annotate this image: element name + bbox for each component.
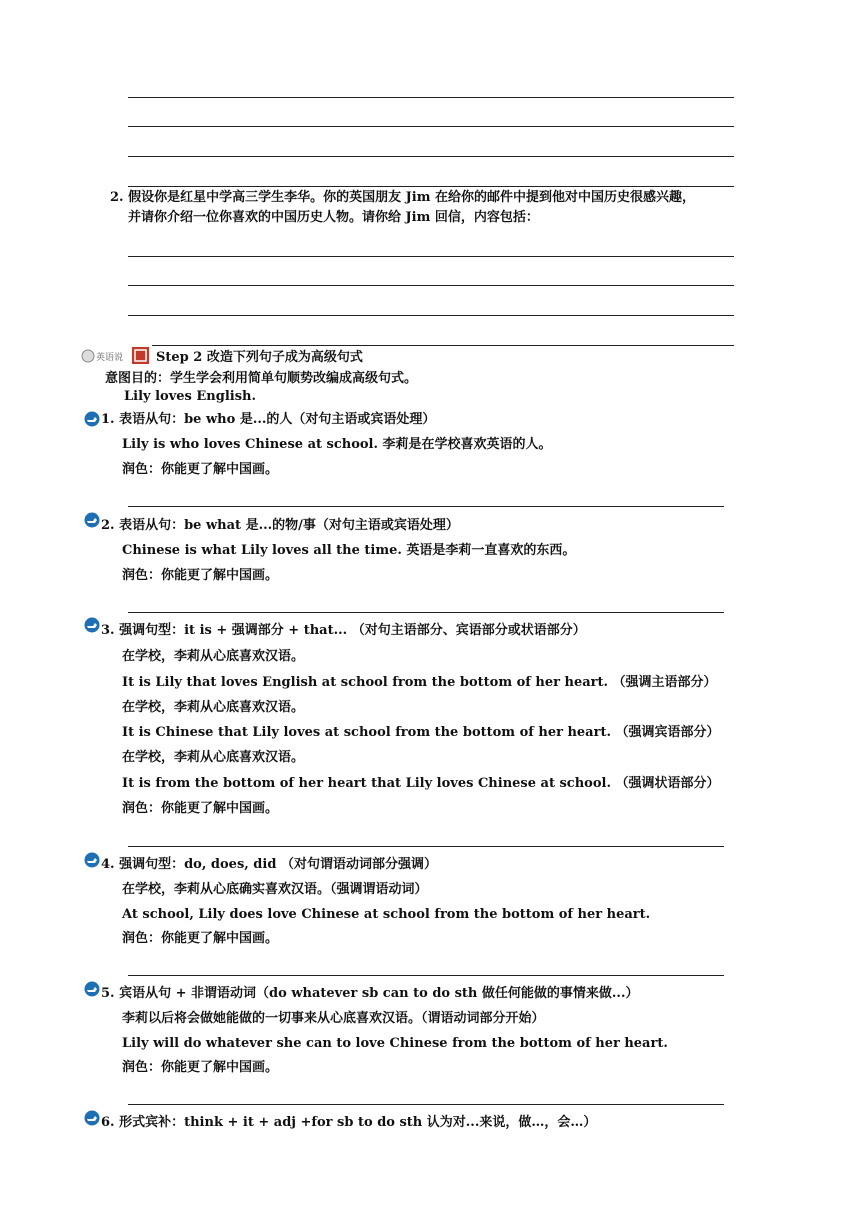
answer-line [128,256,734,257]
answer-line [128,186,734,187]
answer-line [128,1104,724,1105]
item-heading: 2. 表语从句：be what 是...的物/事（对句主语或宾语处理） [101,518,459,533]
item-line: 润色：你能更了解中国画。 [122,568,279,583]
item-line: 在学校，李莉从心底确实喜欢汉语。（强调谓语动词） [122,882,428,897]
english-talk-logo-icon [80,345,152,367]
item-heading: 4. 强调句型：do, does, did （对句谓语动词部分强调） [101,857,437,872]
item-line: 在学校，李莉从心底喜欢汉语。 [122,649,305,664]
answer-line [128,126,734,127]
item-line: It is Chinese that Lily loves at school from the bottom of her heart. （强调宾语部分） [122,725,720,740]
item-line: Chinese is what Lily loves all the time. 英语是李莉一直喜欢的东西。 [122,543,576,558]
answer-line [128,975,724,976]
answer-line [128,156,734,157]
answer-line [128,97,734,98]
item-line: 李莉以后将会做她能做的一切事来从心底喜欢汉语。（谓语动词部分开始） [122,1011,545,1026]
task2-text-line2: 并请你介绍一位你喜欢的中国历史人物。请你给 Jim 回信，内容包括： [128,210,539,225]
item-heading: 1. 表语从句：be who 是...的人（对句主语或宾语处理） [101,412,436,427]
answer-line [128,612,724,613]
item-line: At school, Lily does love Chinese at school from the bottom of her heart. [122,907,651,922]
answer-line [128,506,724,507]
item-line: 在学校，李莉从心底喜欢汉语。 [122,700,305,715]
pointing-hand-icon [84,1110,100,1126]
svg-text:英语说: 英语说 [96,353,124,363]
answer-line [128,846,724,847]
pointing-hand-icon [84,852,100,868]
item-line: 在学校，李莉从心底喜欢汉语。 [122,750,305,765]
item-line: Lily will do whatever she can to love Chinese from the bottom of her heart. [122,1036,668,1051]
item-heading: 3. 强调句型：it is + 强调部分 + that... （对句主语部分、宾语部分或状语部分） [101,623,586,638]
step2-title: Step 2 改造下列句子成为高级句式 [156,350,363,365]
pointing-hand-icon [84,411,100,427]
task2-text-line1: 2. 假设你是红星中学高三学生李华。你的英国朋友 Jim 在给你的邮件中提到他对中国历史很感兴趣， [110,190,695,205]
answer-line [128,315,734,316]
item-line: It is Lily that loves English at school from the bottom of her heart. （强调主语部分） [122,675,717,690]
item-line: 润色：你能更了解中国画。 [122,801,279,816]
item-line: 润色：你能更了解中国画。 [122,462,279,477]
item-line: 润色：你能更了解中国画。 [122,1060,279,1075]
pointing-hand-icon [84,617,100,633]
step2-purpose: 意图目的：学生学会利用简单句顺势改编成高级句式。 [105,371,418,386]
item-line: 润色：你能更了解中国画。 [122,931,279,946]
item-heading: 5. 宾语从句 + 非谓语动词（do whatever sb can to do sth 做任何能做的事情来做...） [101,986,639,1001]
pointing-hand-icon [84,981,100,997]
item-heading: 6. 形式宾补：think + it + adj +for sb to do sth 认为对...来说，做…，会…） [101,1115,597,1130]
answer-line [128,285,734,286]
pointing-hand-icon [84,512,100,528]
answer-line [152,345,734,346]
item-line: Lily is who loves Chinese at school. 李莉是在学校喜欢英语的人。 [122,437,552,452]
item-line: It is from the bottom of her heart that Lily loves Chinese at school. （强调状语部分） [122,776,720,791]
base-sentence: Lily loves English. [124,389,256,404]
